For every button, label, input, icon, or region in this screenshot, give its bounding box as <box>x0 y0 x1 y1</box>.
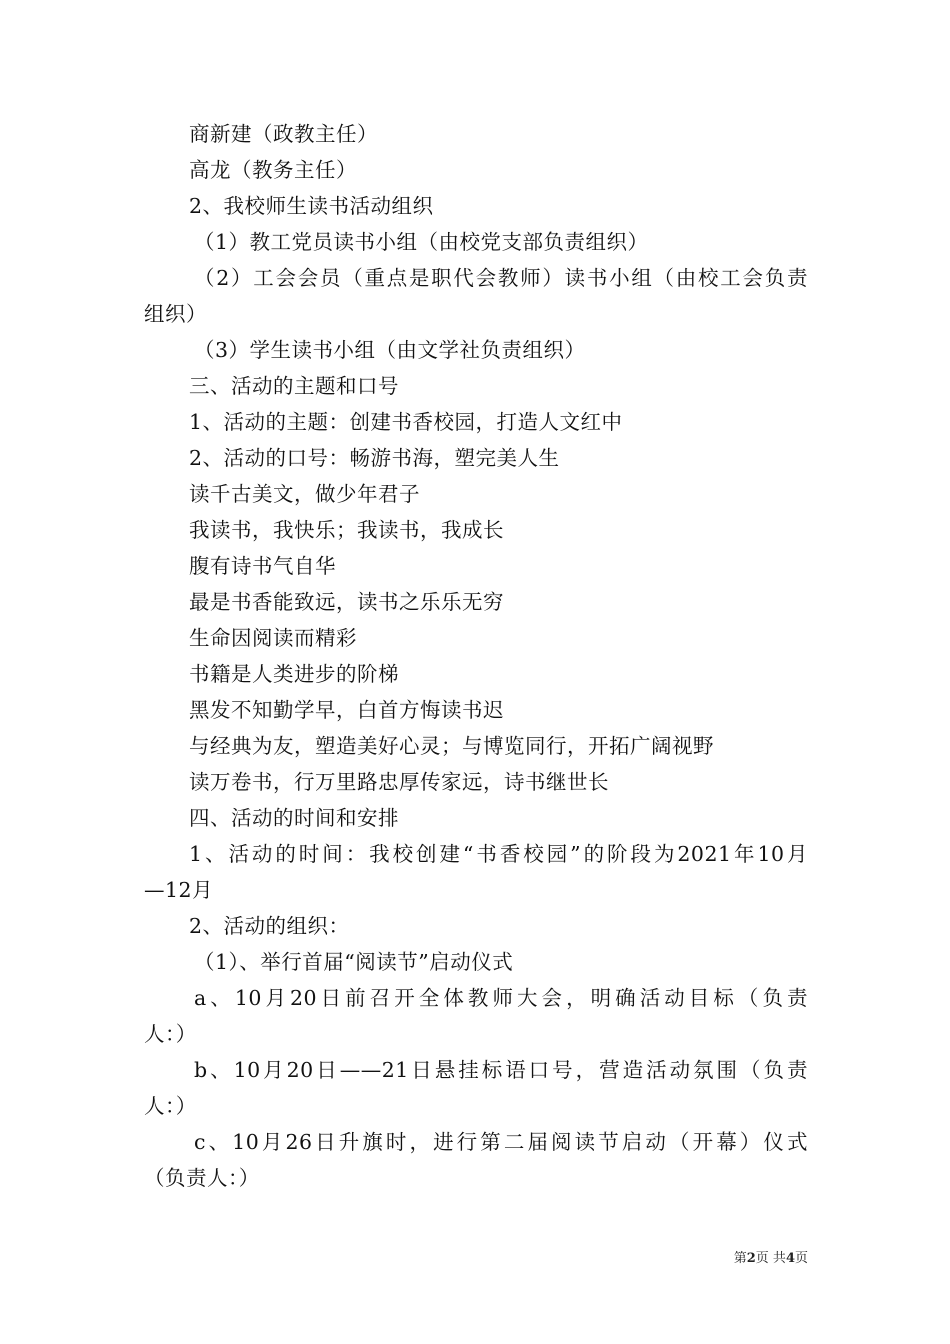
text-line: 1、活动的时间：我校创建“书香校园”的阶段为2021年10月 <box>189 842 808 866</box>
text-line: 1、活动的主题：创建书香校园，打造人文红中 <box>189 410 623 434</box>
section-heading: 四、活动的时间和安排 <box>189 806 399 830</box>
slogan-line: 我读书，我快乐；我读书，我成长 <box>189 518 504 542</box>
text-line: a、10月20日前召开全体教师大会，明确活动目标（负责 <box>194 986 808 1010</box>
text-line: 组织） <box>144 302 207 326</box>
text-line: （负责人：） <box>144 1166 260 1190</box>
text-line: （3）学生读书小组（由文学社负责组织） <box>194 338 586 362</box>
slogan-line: 最是书香能致远，读书之乐乐无穷 <box>189 590 504 614</box>
footer-page-number: 2 <box>746 1251 756 1266</box>
slogan-line: 与经典为友，塑造美好心灵；与博览同行，开拓广阔视野 <box>189 734 714 758</box>
slogan-line: 腹有诗书气自华 <box>189 554 336 578</box>
slogan-line: 书籍是人类进步的阶梯 <box>189 662 399 686</box>
text-line: b、10月20日——21日悬挂标语口号，营造活动氛围（负责 <box>194 1058 808 1082</box>
text-line: 人：） <box>144 1022 197 1046</box>
slogan-line: 读千古美文，做少年君子 <box>189 482 420 506</box>
text-line: 商新建（政教主任） <box>189 122 378 146</box>
page-footer <box>0 1247 808 1266</box>
text-line: 2、活动的口号：畅游书海，塑完美人生 <box>189 446 560 470</box>
document-body <box>144 116 808 1196</box>
footer-prefix: 第 <box>733 1251 747 1266</box>
text-line: （1）教工党员读书小组（由校党支部负责组织） <box>194 230 649 254</box>
text-line: 人：） <box>144 1094 197 1118</box>
text-line: 2、我校师生读书活动组织 <box>189 194 434 218</box>
text-line: 高龙（教务主任） <box>189 158 357 182</box>
text-line: c、10月26日升旗时，进行第二届阅读节启动（开幕）仪式 <box>194 1130 808 1154</box>
slogan-line: 黑发不知勤学早，白首方悔读书迟 <box>189 698 504 722</box>
footer-suffix: 页 <box>794 1251 808 1266</box>
slogan-line: 读万卷书，行万里路忠厚传家远，诗书继世长 <box>189 770 609 794</box>
text-line: （1）、举行首届“阅读节”启动仪式 <box>194 950 514 974</box>
text-line: —12月 <box>144 878 214 902</box>
slogan-line: 生命因阅读而精彩 <box>189 626 357 650</box>
text-line: （2）工会会员（重点是职代会教师）读书小组（由校工会负责 <box>194 266 808 290</box>
footer-middle: 页 共 <box>755 1251 786 1266</box>
section-heading: 三、活动的主题和口号 <box>189 374 399 398</box>
text-line: 2、活动的组织： <box>189 914 350 938</box>
footer-total-pages: 4 <box>785 1251 795 1266</box>
